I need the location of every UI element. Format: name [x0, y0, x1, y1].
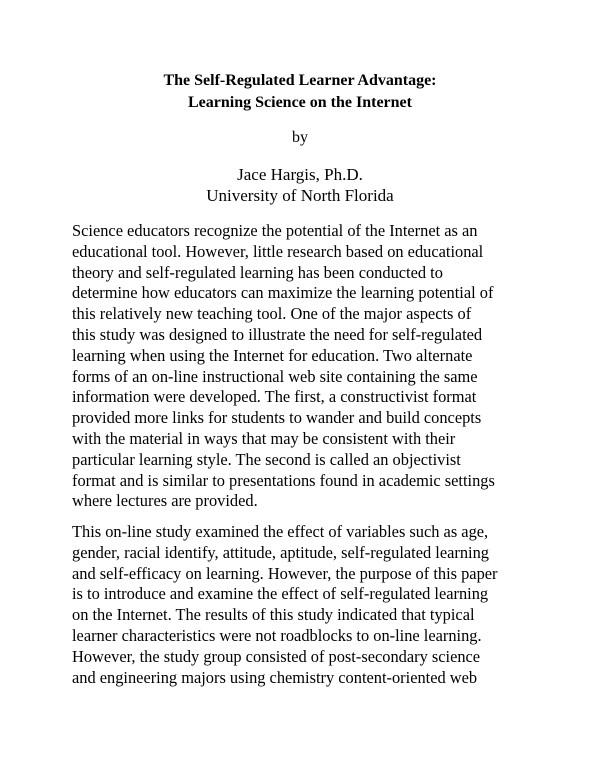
- paragraph-2: [72, 522, 542, 688]
- paragraph-line: provided more links for students to wander and build concepts: [72, 408, 482, 428]
- paragraph-line: where lectures are provided.: [72, 491, 258, 511]
- paragraph-line: gender, racial identify, attitude, aptitude, self-regulated learning: [72, 542, 489, 562]
- title-line-1: The Self-Regulated Learner Advantage:: [163, 72, 437, 89]
- paragraph-line: is to introduce and examine the effect of self-regulated learning: [72, 584, 489, 604]
- author-affiliation: University of North Florida: [206, 186, 394, 205]
- paragraph-line: on the Internet. The results of this study indicated that typical: [72, 605, 475, 625]
- paragraph-line: and self-efficacy on learning. However, the purpose of this paper: [72, 563, 498, 583]
- paragraph-line: this relatively new teaching tool. One of the major aspects of: [72, 304, 472, 324]
- paragraph-line: Science educators recognize the potential of the Internet as an: [72, 221, 478, 240]
- title-line-2: Learning Science on the Internet: [188, 94, 412, 111]
- author-name: Jace Hargis, Ph.D.: [237, 165, 363, 184]
- paragraph-line: theory and self-regulated learning has been conducted to: [72, 262, 443, 282]
- paragraph-line: learner characteristics were not roadblocks to on-line learning.: [72, 625, 482, 645]
- paper-title: [0, 70, 600, 114]
- paragraph-line: this study was designed to illustrate the need for self-regulated: [72, 324, 483, 344]
- paragraph-line: educational tool. However, little research based on educational: [72, 241, 484, 261]
- paragraph-line: This on-line study examined the effect of variables such as age,: [72, 522, 489, 541]
- paragraph-line: determine how educators can maximize the learning potential of: [72, 283, 494, 303]
- paragraph-1: [72, 221, 542, 512]
- paragraph-line: forms of an on-line instructional web site containing the same: [72, 366, 478, 386]
- paragraph-line: and engineering majors using chemistry content-oriented web: [72, 667, 478, 687]
- paragraph-line: learning when using the Internet for education. Two alternate: [72, 345, 473, 365]
- paragraph-line: particular learning style. The second is called an objectivist: [72, 449, 461, 469]
- paragraph-line: format and is similar to presentations found in academic settings: [72, 470, 495, 490]
- paragraph-line: with the material in ways that may be consistent with their: [72, 428, 456, 448]
- author-block: [0, 164, 600, 206]
- paragraph-line: information were developed. The first, a constructivist format: [72, 387, 477, 407]
- byline: by: [292, 129, 308, 146]
- paragraph-line: However, the study group consisted of post-secondary science: [72, 646, 481, 666]
